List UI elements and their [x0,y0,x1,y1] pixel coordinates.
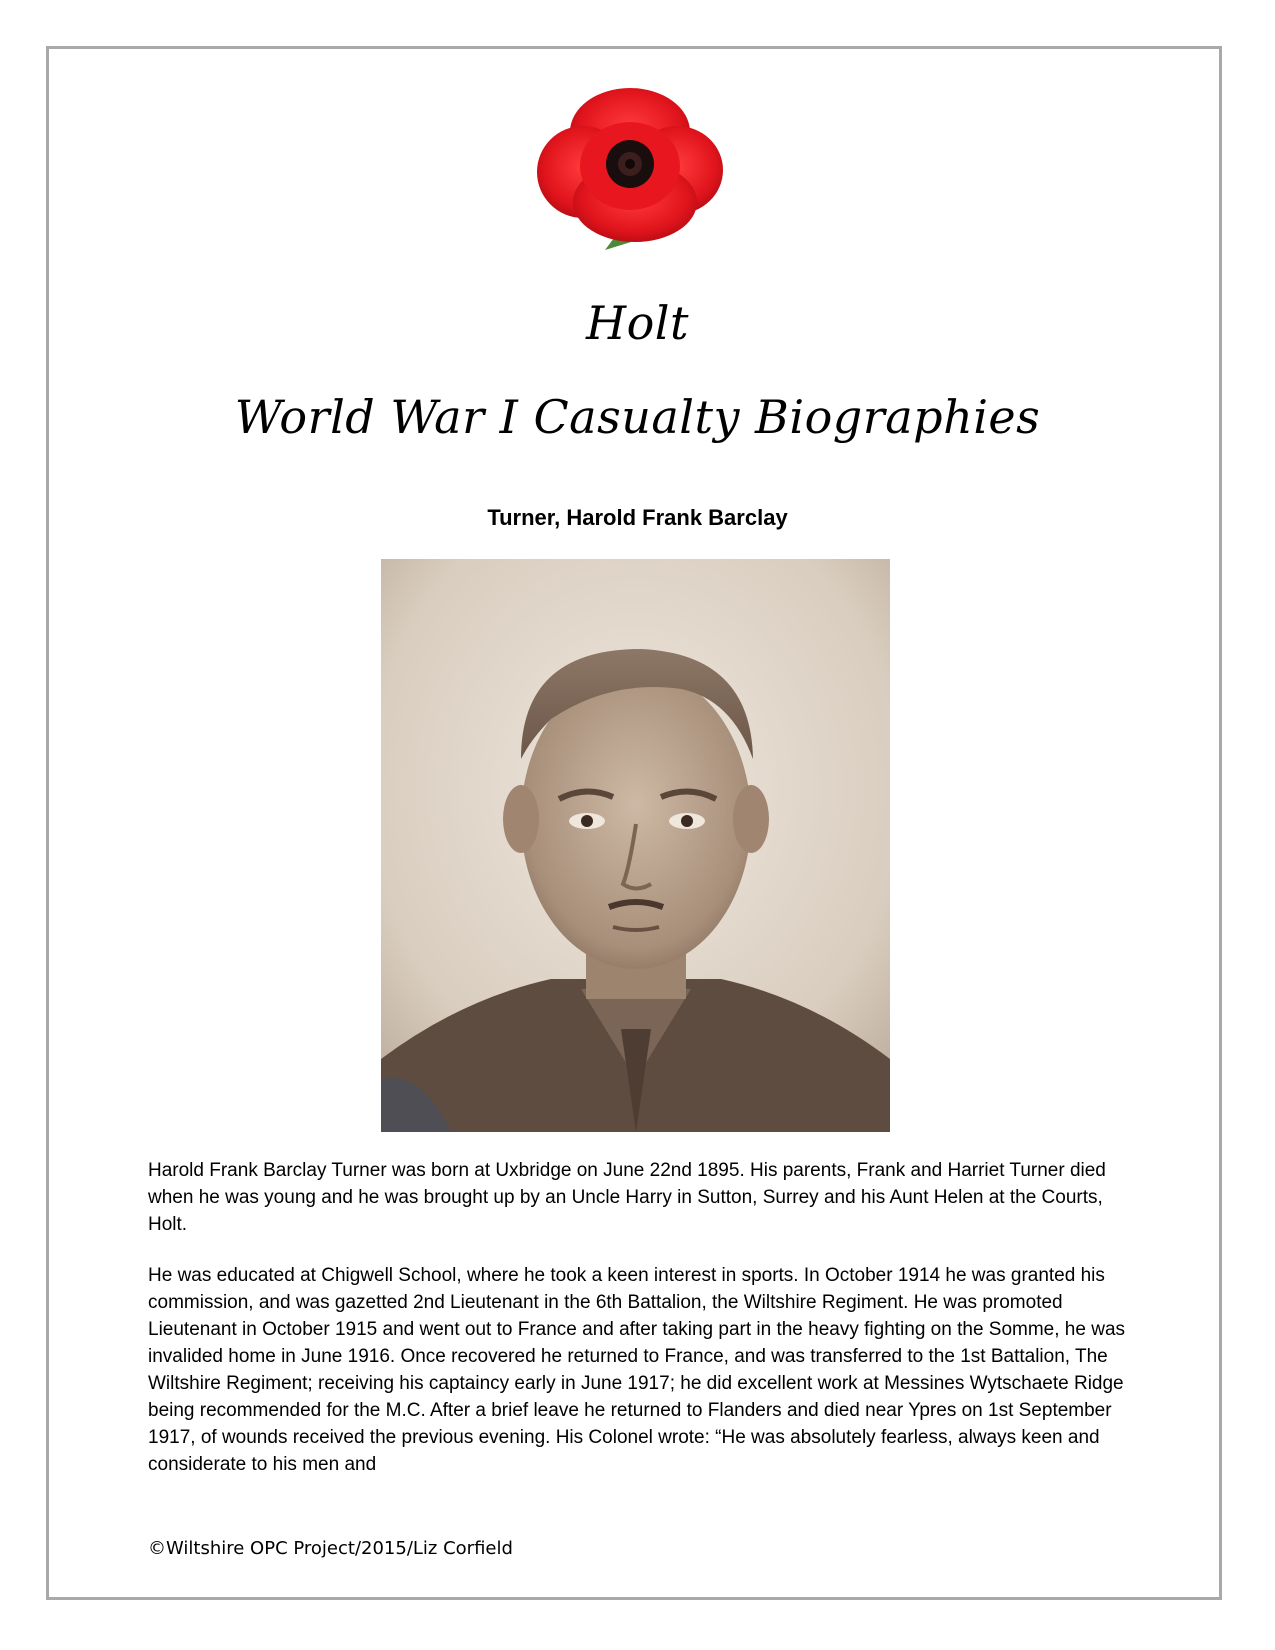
biography-paragraph-1: Harold Frank Barclay Turner was born at Uxbridge on June 22nd 1895. His parents, Frank and Harriet Turner died when he was young and he was brought up by an Uncle Harry in Sutton, Surrey and his Aunt Helen at the Courts, Holt. [148,1160,1106,1235]
subject-name: Turner, Harold Frank Barclay [487,505,788,530]
biography-paragraph-2: He was educated at Chigwell School, where he took a keen interest in sports. In October 1914 he was granted his commission, and was gazetted 2nd Lieutenant in the 6th Battalion, the Wiltshire Regiment. He was promoted Lieutenant in October 1915 and went out to France and after taking part in the heavy fighting on the Somme, he was invalided home in June 1916. Once recovered he returned to France, and was transferred to the 1st Battalion, The Wiltshire Regiment; receiving his captaincy early in June 1917; he did excellent work at Messines Wytschaete Ridge being recommended for the M.C. After a brief leave he returned to Flanders and died near Ypres on 1st September 1917, of wounds received the previous evening. His Colonel wrote: “He was absolutely fearless, always keen and considerate to his men and [148,1265,1126,1475]
poppy-icon [535,84,725,254]
page-title-location: Holt [585,296,689,350]
page-title-series: World War I Casualty Biographies [234,390,1041,444]
copyright-footer: ©Wiltshire OPC Project/2015/Liz Corfield [148,1538,513,1559]
portrait-photo [381,559,890,1132]
